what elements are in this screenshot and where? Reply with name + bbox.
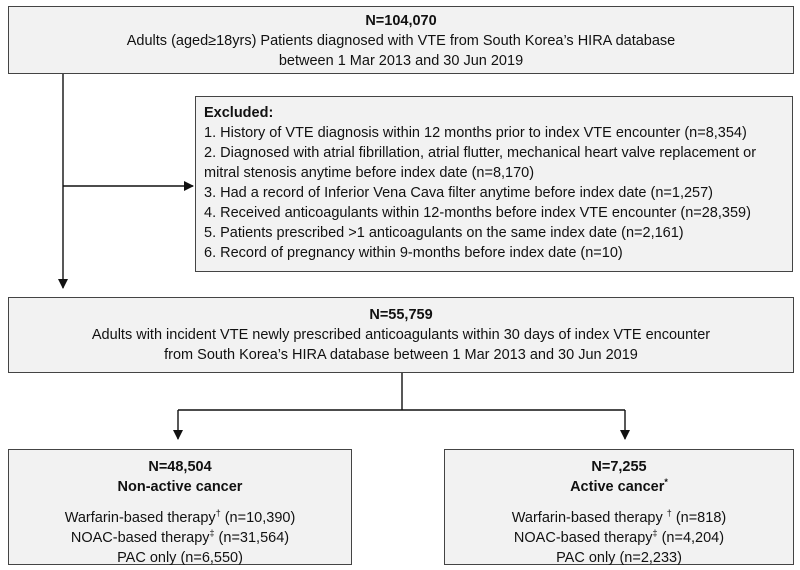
double-dagger-mark: ‡: [209, 528, 215, 539]
study-cohort-count: N=55,759: [369, 307, 433, 323]
non-active-warfarin-line: [9, 508, 351, 528]
active-pac-line: PAC only (n=2,233): [556, 550, 682, 566]
source-population-desc-line2: between 1 Mar 2013 and 30 Jun 2019: [278, 53, 524, 69]
study-cohort-desc-line2: from South Korea’s HIRA database between 1 Mar 2013 and 30 Jun 2019: [164, 347, 638, 363]
dagger-mark: †: [215, 508, 221, 519]
excluded-box: [195, 96, 793, 272]
excluded-item: 4. Received anticoagulants within 12-months before index VTE encounter (n=28,359): [204, 205, 751, 221]
active-warfarin-line: [445, 508, 793, 528]
non-active-pac-line: PAC only (n=6,550): [117, 550, 243, 566]
double-dagger-mark: ‡: [652, 528, 658, 539]
warfarin-count: (n=818): [671, 510, 727, 526]
non-active-noac-line: [9, 528, 351, 548]
excluded-item: 2. Diagnosed with atrial fibrillation, atrial flutter, mechanical heart valve replacement or mitral stenosis anytime before index date (n=8,170): [204, 145, 757, 181]
excluded-item: 1. History of VTE diagnosis within 12 months prior to index VTE encounter (n=8,354): [204, 125, 747, 141]
noac-label: NOAC-based therapy: [513, 530, 653, 546]
excluded-item: 6. Record of pregnancy within 9-months before index date (n=10): [204, 245, 623, 261]
non-active-cancer-label: Non-active cancer: [117, 479, 243, 495]
source-population-desc-line1: Adults (aged≥18yrs) Patients diagnosed with VTE from South Korea’s HIRA database: [126, 33, 676, 49]
asterisk-mark: *: [664, 477, 668, 488]
dagger-mark: †: [666, 508, 672, 519]
non-active-cancer-box: [8, 449, 352, 565]
active-cancer-count: N=7,255: [591, 459, 647, 475]
active-cancer-label-line: [445, 477, 793, 497]
warfarin-count: (n=10,390): [220, 510, 296, 526]
source-population-count: N=104,070: [365, 13, 437, 29]
excluded-title: Excluded:: [204, 105, 274, 121]
noac-count: (n=4,204): [657, 530, 725, 546]
active-cancer-box: [444, 449, 794, 565]
active-cancer-label: Active cancer: [570, 479, 665, 495]
noac-label: NOAC-based therapy: [70, 530, 210, 546]
source-population-box: [8, 6, 794, 74]
study-cohort-box: [8, 297, 794, 373]
study-cohort-desc-line1: Adults with incident VTE newly prescribed anticoagulants within 30 days of index VTE encounter: [91, 327, 711, 343]
active-noac-line: [445, 528, 793, 548]
warfarin-label: Warfarin-based therapy: [64, 510, 216, 526]
warfarin-label: Warfarin-based therapy: [511, 510, 667, 526]
excluded-item: 5. Patients prescribed >1 anticoagulants on the same index date (n=2,161): [204, 225, 684, 241]
excluded-item: 3. Had a record of Inferior Vena Cava filter anytime before index date (n=1,257): [204, 185, 714, 201]
noac-count: (n=31,564): [214, 530, 290, 546]
non-active-cancer-count: N=48,504: [148, 459, 212, 475]
